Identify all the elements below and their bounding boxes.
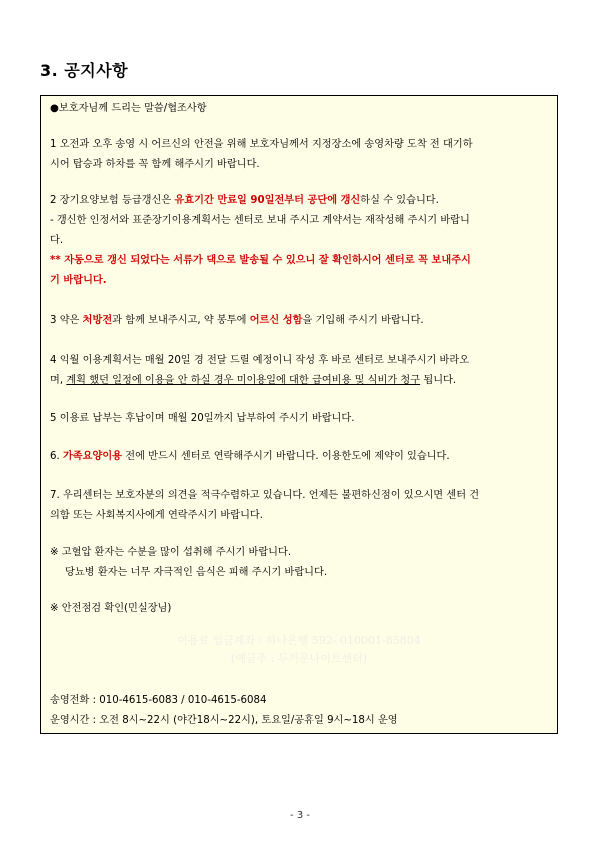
note2-line: ※ 안전점검 확인(민실장님) bbox=[50, 603, 172, 614]
item3-highlight-name: 어르신 성함 bbox=[249, 315, 303, 326]
item2-text-post: 하실 수 있습니다. bbox=[360, 195, 439, 206]
item2-warning-line2: 기 바랍니다. bbox=[50, 275, 107, 286]
notice-header: ●보호자님께 드리는 말씀/협조사항 bbox=[50, 103, 207, 114]
notice-box bbox=[40, 95, 558, 734]
note1-line1: ※ 고혈압 환자는 수분을 많이 섭취해 주시기 바랍니다. bbox=[50, 547, 292, 558]
item4-line1: 4 익월 이용계획서는 매월 20일 경 전달 드릴 예정이니 작성 후 바로 센터로 보내주시기 바라오 bbox=[50, 355, 470, 366]
item3-text-pre: 3 약은 bbox=[50, 315, 83, 326]
item1-line1: 1 오전과 오후 송영 시 어르신의 안전을 위해 보호자님께서 지정장소에 송영차량 도착 전 대기하 bbox=[50, 139, 473, 150]
item3-text-mid: 과 함께 보내주시고, 약 봉투에 bbox=[112, 315, 250, 326]
item7-line1: 7. 우리센터는 보호자분의 의견을 적극수렴하고 있습니다. 언제든 불편하신점이 있으시면 센터 건 bbox=[50, 490, 480, 501]
watermark-line1: 이용료 입금계좌 : 하나은행 592- 010001-85804 bbox=[177, 634, 421, 647]
note1-line2: 당뇨병 환자는 너무 자극적인 음식은 피해 주시기 바랍니다. bbox=[65, 567, 328, 578]
item3-line bbox=[50, 314, 549, 328]
item1-line2: 시어 탑승과 하차를 꼭 함께 해주시기 바랍니다. bbox=[50, 159, 260, 170]
page-number: - 3 - bbox=[290, 810, 310, 821]
item2-highlight: 유효기간 만료일 90일전부터 공단에 갱신 bbox=[174, 195, 361, 206]
item3-highlight-prescription: 처방전 bbox=[82, 315, 113, 326]
item6-highlight: 가족요양이용 bbox=[62, 451, 123, 462]
item2-warning-line1: ** 자동으로 갱신 되었다는 서류가 댁으로 발송될 수 있으니 잘 확인하시어 센터로 꼭 보내주시 bbox=[50, 255, 471, 266]
item2-line3: 다. bbox=[50, 235, 64, 246]
item2-line2: - 갱신한 인정서와 표준장기이용계획서는 센터로 보내 주시고 계약서는 재작성해 주시기 바랍니 bbox=[50, 215, 470, 226]
item7-line2: 의함 또는 사회복지사에게 연락주시기 바랍니다. bbox=[50, 510, 264, 521]
operating-hours: 운영시간 : 오전 8시~22시 (야간18시~22시), 토요일/공휴일 9시~18시 운영 bbox=[50, 715, 398, 726]
item2-text-pre: 2 장기요양보험 등급갱신은 bbox=[50, 195, 175, 206]
section-title: 3. 공지사항 bbox=[40, 61, 129, 80]
item4-line2 bbox=[50, 374, 549, 388]
item4-text-post: 됩니다. bbox=[420, 375, 457, 386]
transport-phone: 송영전화 : 010-4615-6083 / 010-4615-6084 bbox=[50, 695, 267, 706]
item2-line1 bbox=[50, 194, 549, 208]
item4-text-pre: 며, bbox=[50, 375, 67, 386]
item5-line: 5 이용료 납부는 후납이며 매월 20일까지 납부하여 주시기 바랍니다. bbox=[50, 413, 355, 424]
item3-text-post: 을 기입해 주시기 바랍니다. bbox=[302, 315, 424, 326]
item4-underlined: 계획 했던 일정에 이용을 안 하실 경우 미이용일에 대한 급여비용 및 식비가 청구 bbox=[66, 375, 421, 386]
item6-text-post: 전에 반드시 센터로 연락해주시기 바랍니다. 이용한도에 제약이 있습니다. bbox=[122, 451, 450, 462]
item6-line bbox=[50, 450, 549, 464]
item6-text-pre: 6. bbox=[50, 451, 63, 462]
watermark-line2: (예금주 : 두꺼운나이트센터) bbox=[230, 652, 368, 665]
